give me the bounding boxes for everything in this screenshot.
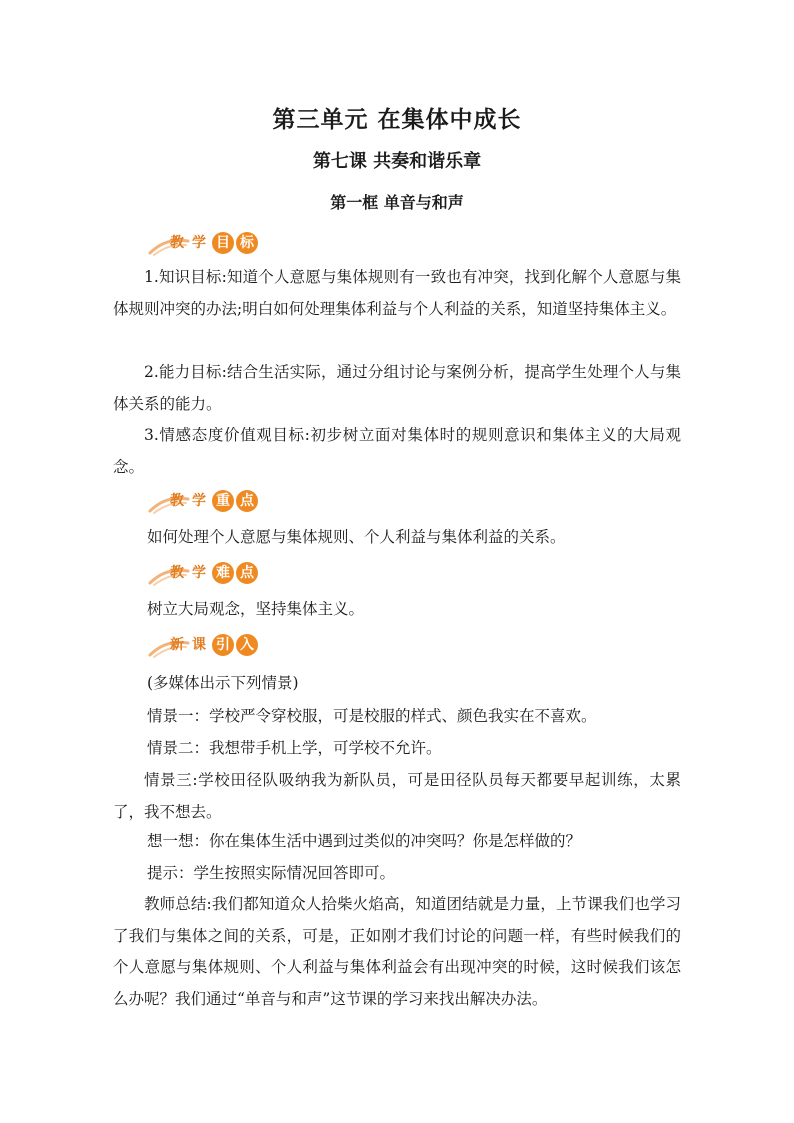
- badge-char: 学: [192, 235, 206, 251]
- scene-3: 情景三:学校田径队吸纳我为新队员，可是田径队员每天都要早起训练，太累了，我不想去。: [113, 771, 681, 821]
- lesson-title: 第七课 共奏和谐乐章: [312, 151, 482, 172]
- hint: 提示：学生按照实际情况回答即可。: [147, 864, 396, 882]
- badge-char: 教: [170, 493, 184, 509]
- media-note: (多媒体出示下列情景): [147, 674, 299, 692]
- intro-badge: [148, 633, 260, 659]
- badge-char-circle: 入: [236, 634, 258, 656]
- badge-char-circle: 难: [212, 562, 234, 584]
- scene-1: 情景一：学校严令穿校服，可是校服的样式、颜色我实在不喜欢。: [147, 707, 597, 725]
- key-points-text: 如何处理个人意愿与集体规则、个人利益与集体利益的关系。: [147, 528, 566, 546]
- badge-char: 学: [192, 493, 206, 509]
- badge-char-circle: 点: [236, 562, 258, 584]
- unit-title: 第三单元 在集体中成长: [272, 107, 522, 133]
- teacher-summary: 教师总结:我们都知道众人拾柴火焰高，知道团结就是力量，上节课我们也学习了我们与集体之间的关系，可是，正如刚才我们讨论的问题一样，有些时候我们的个人意愿与集体规则、个人利益与集体利益会有出现冲突的时候，这时候我们该怎么办呢？我们通过“单音与和声”这节课的学习来找出解决办法。: [113, 895, 681, 1008]
- key-points-badge: [148, 489, 260, 515]
- difficulties-text: 树立大局观念，坚持集体主义。: [147, 600, 365, 618]
- section-title: 第一框 单音与和声: [330, 193, 464, 212]
- badge-char: 学: [192, 565, 206, 581]
- objective-2: 2.能力目标:结合生活实际，通过分组讨论与案例分析，提高学生处理个人与集体关系的能力。: [113, 363, 681, 413]
- badge-char-circle: 重: [212, 490, 234, 512]
- think-question: 想一想：你在集体生活中遇到过类似的冲突吗？你是怎样做的？: [147, 832, 582, 850]
- objectives-badge: [148, 231, 260, 257]
- scene-2: 情景二：我想带手机上学，可学校不允许。: [147, 739, 442, 757]
- objective-3: 3.情感态度价值观目标:初步树立面对集体时的规则意识和集体主义的大局观念。: [113, 426, 681, 476]
- badge-char: 新: [170, 637, 184, 653]
- objective-1: 1.知识目标:知道个人意愿与集体规则有一致也有冲突，找到化解个人意愿与集体规则冲突的办法;明白如何处理集体利益与个人利益的关系，知道坚持集体主义。: [113, 268, 681, 318]
- badge-char-circle: 目: [212, 232, 234, 254]
- badge-char: 课: [192, 637, 206, 653]
- badge-char: 教: [170, 235, 184, 251]
- badge-char: 教: [170, 565, 184, 581]
- badge-char-circle: 引: [212, 634, 234, 656]
- badge-char-circle: 标: [236, 232, 258, 254]
- badge-char-circle: 点: [236, 490, 258, 512]
- difficulties-badge: [148, 561, 260, 587]
